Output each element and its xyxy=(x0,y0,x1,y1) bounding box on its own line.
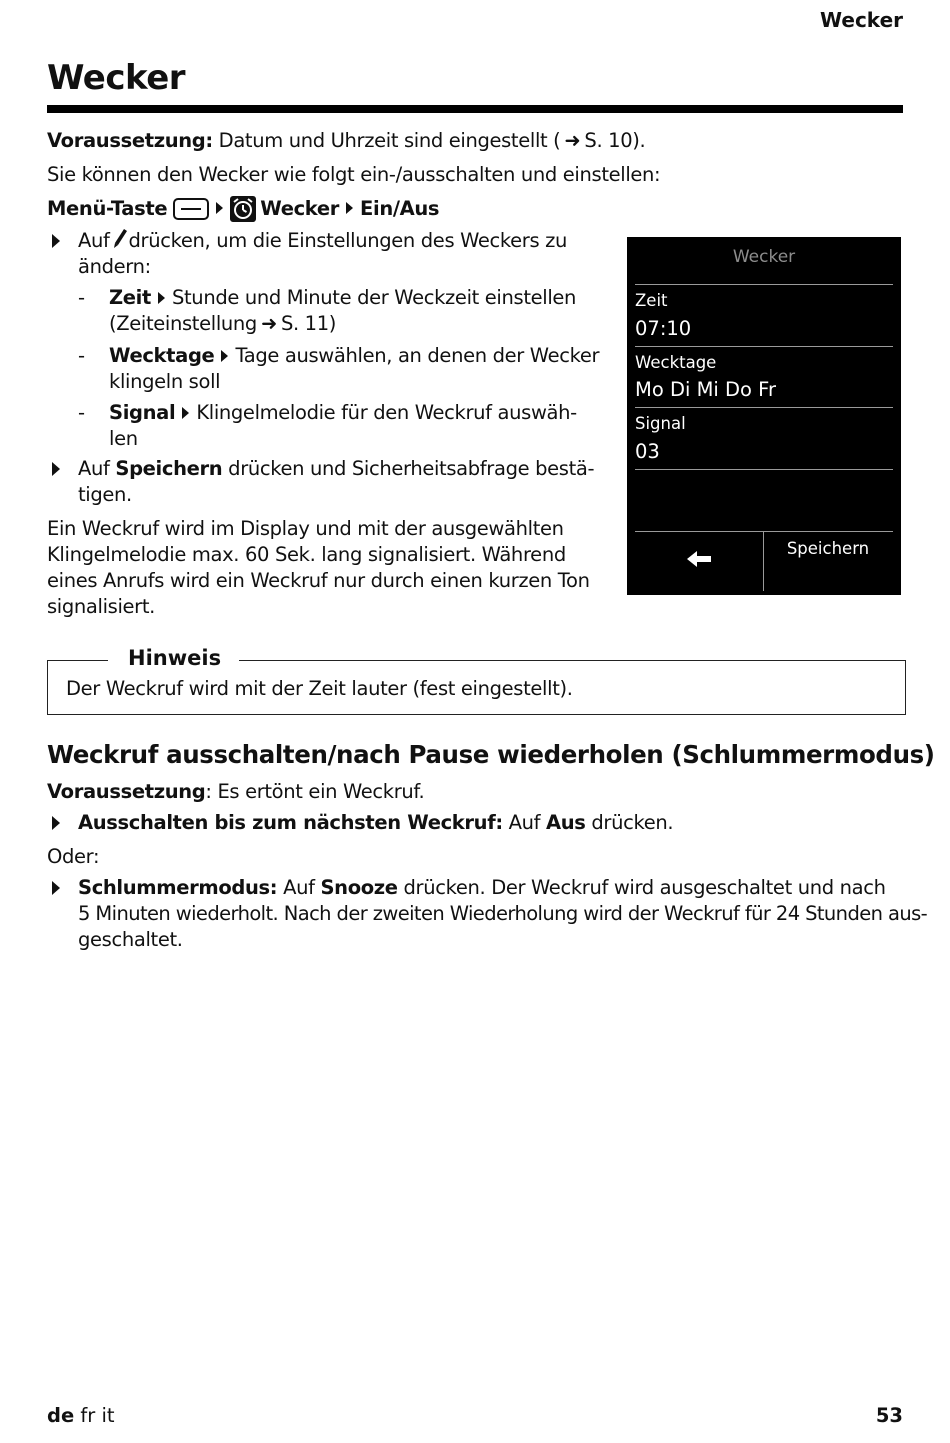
section2-prerequisite xyxy=(47,779,424,805)
footer-lang-current: de xyxy=(47,1404,75,1427)
section-title: Weckruf ausschalten/nach Pause wiederholen (Schlummermodus) xyxy=(47,740,935,769)
sub1-line1 xyxy=(109,285,576,311)
sub3-line2: len xyxy=(109,427,138,450)
dash-marker: - xyxy=(78,401,86,424)
sub2-line1 xyxy=(109,343,599,369)
path-separator-icon xyxy=(221,350,228,362)
path-separator-icon xyxy=(346,202,353,214)
section2-prereq-text: : Es ertönt ein Weckruf. xyxy=(205,780,425,803)
phone-row-value-wecktage[interactable]: Mo Di Mi Do Fr xyxy=(635,378,776,401)
section2-item1 xyxy=(78,810,673,836)
dash-marker: - xyxy=(78,344,86,367)
phone-divider xyxy=(635,407,893,408)
sub1-label: Zeit xyxy=(109,286,151,309)
step2-line2: tigen. xyxy=(78,483,132,506)
or-text: Oder: xyxy=(47,845,100,868)
phone-save-softkey[interactable]: Speichern xyxy=(786,539,870,558)
step1-line2: ändern: xyxy=(78,255,151,278)
menu-item-wecker: Wecker xyxy=(260,197,340,220)
section2-prereq-label: Voraussetzung xyxy=(47,780,206,803)
sub3-text: Klingelmelodie für den Weckruf auswäh- xyxy=(196,401,577,424)
section2-item2-line1 xyxy=(78,875,886,901)
title-rule xyxy=(47,105,903,113)
step1-line1 xyxy=(78,228,567,254)
sub2-label: Wecktage xyxy=(109,344,215,367)
step2-bold: Speichern xyxy=(115,457,223,480)
phone-screen-title: Wecker xyxy=(732,247,796,267)
menu-key-label: Menü-Taste xyxy=(47,197,168,220)
phone-display xyxy=(627,237,901,595)
arrow-right-icon: ➜ xyxy=(564,129,581,152)
description-line3: eines Anrufs wird ein Weckruf nur durch einen kurzen Ton xyxy=(47,569,590,592)
item2-mid: Auf xyxy=(277,876,321,899)
intro-text: Sie können den Wecker wie folgt ein-/ausschalten und einstellen: xyxy=(47,163,661,186)
phone-divider xyxy=(635,284,893,285)
sub2-text: Tage auswählen, an denen der Wecker xyxy=(235,344,600,367)
step1-post: drücken, um die Einstellungen des Weckers zu xyxy=(128,229,568,252)
alarm-clock-icon xyxy=(230,196,256,222)
page-number: 53 xyxy=(875,1404,903,1427)
note-text: Der Weckruf wird mit der Zeit lauter (fest eingestellt). xyxy=(66,677,573,700)
dash-marker: - xyxy=(78,286,86,309)
path-separator-icon xyxy=(216,202,223,214)
prerequisite-text: Datum und Uhrzeit sind eingestellt ( xyxy=(212,129,561,152)
phone-row-label-wecktage: Wecktage xyxy=(635,353,717,372)
description-line4: signalisiert. xyxy=(47,595,155,618)
phone-divider xyxy=(635,469,893,470)
path-separator-icon xyxy=(158,292,165,304)
page-title: Wecker xyxy=(47,58,186,98)
prerequisite-ref: S. 10 xyxy=(584,129,633,152)
description-line1: Ein Weckruf wird im Display und mit der ausgewählten xyxy=(47,517,564,540)
footer-languages xyxy=(47,1404,115,1427)
footer-lang-others: fr it xyxy=(74,1404,115,1427)
phone-row-value-zeit[interactable]: 07:10 xyxy=(635,317,692,340)
back-arrow-icon[interactable] xyxy=(685,547,713,571)
phone-divider xyxy=(635,346,893,347)
sub1-ref: S. 11) xyxy=(280,312,337,335)
item2-post: drücken. Der Weckruf wird ausgeschaltet und nach xyxy=(397,876,886,899)
bullet-icon xyxy=(52,234,60,248)
sub1-line2-pre: (Zeiteinstellung xyxy=(109,312,257,335)
prerequisite-close: ). xyxy=(632,129,646,152)
path-separator-icon xyxy=(182,407,189,419)
note-title: Hinweis xyxy=(108,644,239,672)
menu-path xyxy=(47,196,439,222)
item2-bold2: Snooze xyxy=(320,876,398,899)
section2-item2-line2: 5 Minuten wiederholt. Nach der zweiten Wiederholung wird der Weckruf für 24 Stunden aus- xyxy=(78,902,928,925)
section2-item2-line3: geschaltet. xyxy=(78,928,183,951)
step1-pre: Auf xyxy=(78,229,110,252)
menu-item-ein-aus: Ein/Aus xyxy=(360,197,440,220)
sub2-line2: klingeln soll xyxy=(109,370,221,393)
bullet-icon xyxy=(52,816,60,830)
sub1-text: Stunde und Minute der Weckzeit einstellen xyxy=(171,286,577,309)
item2-bold: Schlummermodus: xyxy=(78,876,278,899)
arrow-right-icon: ➜ xyxy=(260,312,277,335)
item1-bold2: Aus xyxy=(546,811,586,834)
phone-row-label-zeit: Zeit xyxy=(635,291,668,310)
prerequisite-label: Voraussetzung: xyxy=(47,129,213,152)
step2-pre: Auf xyxy=(78,457,116,480)
item1-bold: Ausschalten bis zum nächsten Weckruf: xyxy=(78,811,503,834)
sub3-line1 xyxy=(109,400,577,426)
sub1-line2 xyxy=(109,311,336,337)
phone-row-label-signal: Signal xyxy=(635,414,686,433)
prerequisite-line xyxy=(47,128,645,154)
phone-divider xyxy=(635,531,893,532)
bullet-icon xyxy=(52,881,60,895)
phone-row-value-signal[interactable]: 03 xyxy=(635,440,660,463)
step2-post: drücken und Sicherheitsabfrage bestä- xyxy=(222,457,595,480)
item1-mid: Auf xyxy=(502,811,546,834)
sub3-label: Signal xyxy=(109,401,176,424)
item1-post: drücken. xyxy=(585,811,674,834)
bullet-icon xyxy=(52,462,60,476)
step2-line1 xyxy=(78,456,594,482)
running-header: Wecker xyxy=(820,8,903,32)
pencil-icon xyxy=(112,228,128,250)
description-line2: Klingelmelodie max. 60 Sek. lang signalisiert. Während xyxy=(47,543,566,566)
menu-key-icon xyxy=(173,198,209,220)
